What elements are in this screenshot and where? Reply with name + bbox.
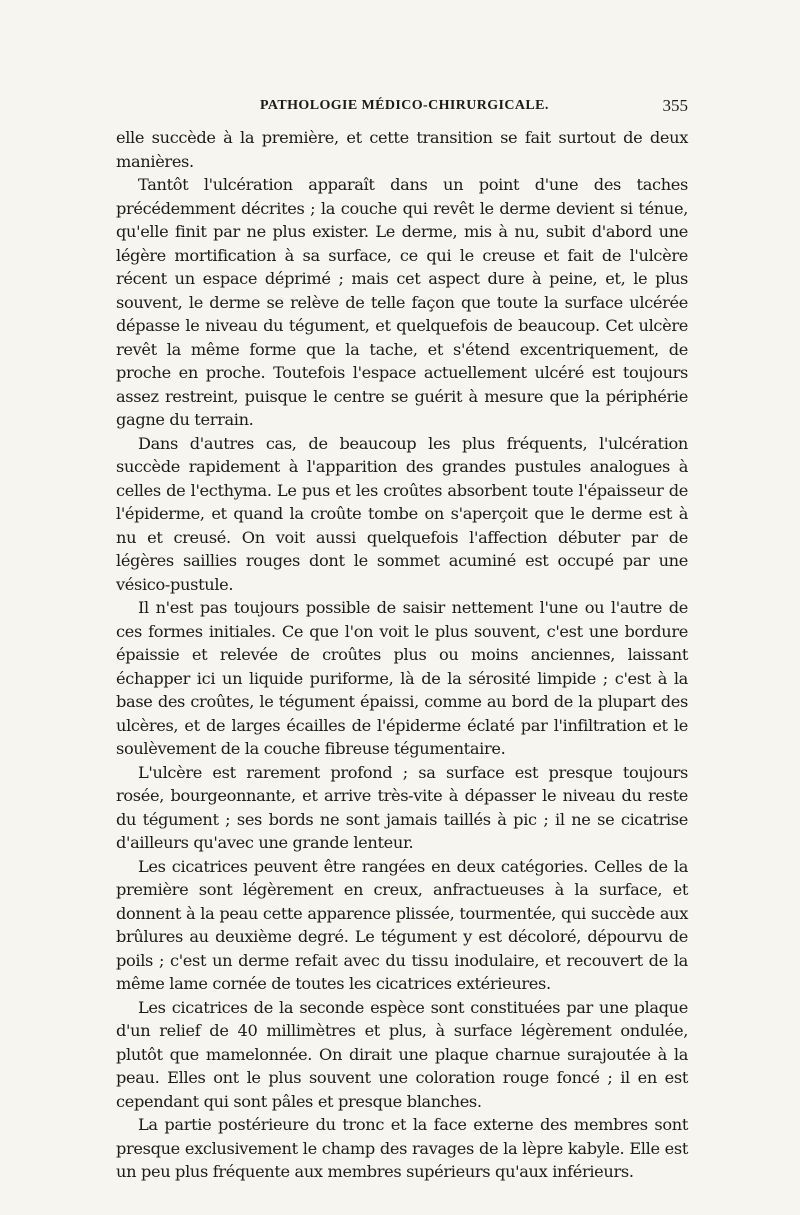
paragraph: Les cicatrices peuvent être rangées en deux catégories. Celles de la première sont légèrement en creux, anfractueuses à la surface, et donnent à la peau cette apparence plissée, tourmentée, qui succède aux brûlures au deuxième degré. Le tégument y est décoloré, dépourvu de poils ; c'est un derme refait avec du tissu inodulaire, et recouvert de la même lame cornée de toutes les cicatrices extérieures. xyxy=(116,856,688,993)
paragraph: elle succède à la première, et cette transition se fait surtout de deux manières. xyxy=(116,128,688,171)
paragraph: L'ulcère est rarement profond ; sa surface est presque toujours rosée, bourgeonnante, et arrive très-vite à dépasser le niveau du reste du tégument ; ses bords ne sont jamais taillés à pic ; il ne se cicatrise d'ailleurs qu'avec une grande lenteur. xyxy=(116,762,688,852)
running-title: PATHOLOGIE MÉDICO-CHIRURGICALE. xyxy=(260,98,549,113)
paragraph: Les cicatrices de la seconde espèce sont constituées par une plaque d'un relief de 40 millimètres et plus, à surface légèrement ondulée, plutôt que mamelonnée. On dirait une plaque charnue surajoutée à la peau. Elles ont le plus souvent une coloration rouge foncé ; il en est cependant qui sont pâles et presque blanches. xyxy=(116,997,688,1111)
paragraph: La partie postérieure du tronc et la face externe des membres sont presque exclusivement le champ des ravages de la lèpre kabyle. Elle est un peu plus fréquente aux membres supérieurs qu'aux inférieurs. xyxy=(116,1115,688,1181)
paragraph: Dans d'autres cas, de beaucoup les plus fréquents, l'ulcération succède rapidement à l'apparition des grandes pustules analogues à celles de l'ecthyma. Le pus et les croûtes absorbent toute l'épaisseur de l'épiderme, et quand la croûte tombe on s'aperçoit que le derme est à nu et creusé. On voit aussi quelquefois l'affection débuter par de légères saillies rouges dont le sommet acuminé est occupé par une vésico-pustule. xyxy=(116,433,688,594)
paragraph: Il n'est pas toujours possible de saisir nettement l'une ou l'autre de ces formes initiales. Ce que l'on voit le plus souvent, c'est une bordure épaissie et relevée de croûtes plus ou moins anciennes, laissant échapper ici un liquide puriforme, là de la sérosité limpide ; c'est à la base des croûtes, le tégument épaissi, comme au bord de la plupart des ulcères, et de larges écailles de l'épiderme éclaté par l'infiltration et le soulèvement de la couche fibreuse tégumentaire. xyxy=(116,598,688,758)
page-number: 355 xyxy=(662,96,688,115)
body-text xyxy=(116,126,688,1184)
paragraph: Tantôt l'ulcération apparaît dans un point d'une des taches précédemment décrites ; la couche qui revêt le derme devient si ténue, qu'elle finit par ne plus exister. Le derme, mis à nu, subit d'abord une légère mortification à sa surface, ce qui le creuse et fait de l'ulcère récent un espace déprimé ; mais cet aspect dure à peine, et, le plus souvent, le derme se relève de telle façon que toute la surface ulcérée dépasse le niveau du tégument, et quelquefois de beaucoup. Cet ulcère revêt la même forme que la tache, et s'étend excentriquement, de proche en proche. Toutefois l'espace actuellement ulcéré est toujours assez restreint, puisque le centre se guérit à mesure que la périphérie gagne du terrain. xyxy=(116,175,688,429)
page-header xyxy=(116,98,688,122)
